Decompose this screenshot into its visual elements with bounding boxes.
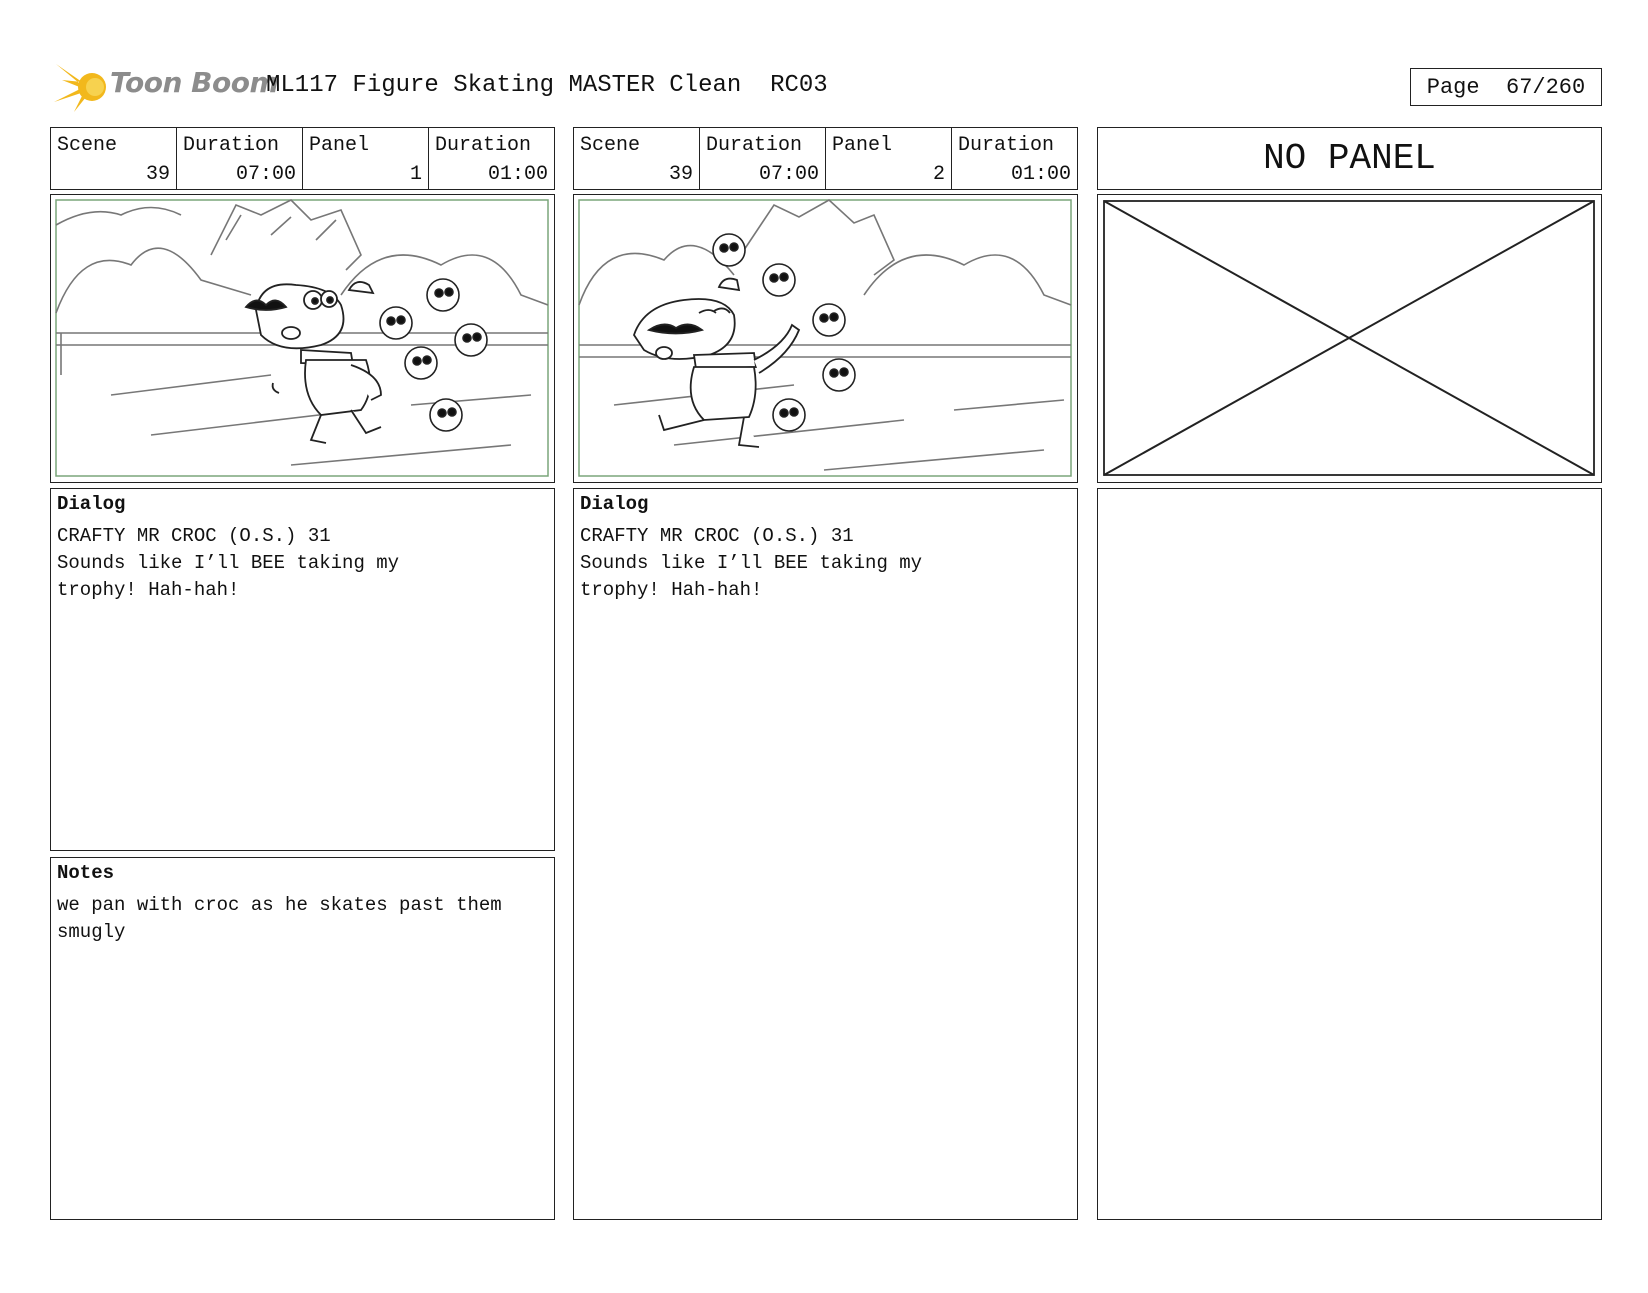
panel-duration-value: 01:00 xyxy=(1010,163,1071,186)
panel-1-info xyxy=(50,127,555,190)
scene-cell xyxy=(51,128,177,189)
page-number: Page 67/260 xyxy=(1410,68,1602,106)
panel-2-dialog xyxy=(573,488,1078,1220)
panel-cell xyxy=(826,128,952,189)
scene-label: Scene xyxy=(580,134,641,157)
panel-duration-cell xyxy=(429,128,554,189)
storyboard-sketch-croc-skating-pose-2 xyxy=(574,195,1076,481)
panel-2-drawing xyxy=(573,194,1078,483)
panel-2-info xyxy=(573,127,1078,190)
scene-duration-cell xyxy=(700,128,826,189)
panel-label: Panel xyxy=(309,134,370,157)
panel-duration-label: Duration xyxy=(435,134,532,157)
dialog-line: CRAFTY MR CROC (O.S.) 31 xyxy=(57,525,331,547)
panel-label: Panel xyxy=(832,134,893,157)
dialog-line: trophy! Hah-hah! xyxy=(57,579,240,601)
panel-value: 1 xyxy=(409,163,422,186)
empty-panel-text-area xyxy=(1097,488,1602,1220)
dialog-line: Sounds like I’ll BEE taking my xyxy=(57,552,400,574)
panel-1-notes xyxy=(50,857,555,1220)
scene-value: 39 xyxy=(668,163,693,186)
panel-1-drawing xyxy=(50,194,555,483)
crossed-box-icon xyxy=(1098,195,1600,481)
logo-text: Toon Boom xyxy=(110,66,279,99)
panel-1-dialog xyxy=(50,488,555,851)
scene-label: Scene xyxy=(57,134,118,157)
dialog-heading: Dialog xyxy=(57,493,126,515)
empty-panel-placeholder xyxy=(1097,194,1602,483)
panel-duration-label: Duration xyxy=(958,134,1055,157)
panel-duration-cell xyxy=(952,128,1077,189)
dialog-heading: Dialog xyxy=(580,493,649,515)
duration-value: 07:00 xyxy=(235,163,296,186)
storyboard-sketch-croc-skating xyxy=(51,195,553,481)
dialog-line: trophy! Hah-hah! xyxy=(580,579,763,601)
panel-cell xyxy=(303,128,429,189)
duration-label: Duration xyxy=(706,134,803,157)
document-title: ML117 Figure Skating MASTER Clean RC03 xyxy=(266,72,828,99)
dialog-line: CRAFTY MR CROC (O.S.) 31 xyxy=(580,525,854,547)
scene-cell xyxy=(574,128,700,189)
notes-line: smugly xyxy=(57,921,126,943)
panel-duration-value: 01:00 xyxy=(487,163,548,186)
scene-duration-cell xyxy=(177,128,303,189)
notes-heading: Notes xyxy=(57,862,115,884)
duration-value: 07:00 xyxy=(758,163,819,186)
toon-boom-logo xyxy=(52,58,279,116)
duration-label: Duration xyxy=(183,134,280,157)
notes-line: we pan with croc as he skates past them xyxy=(57,894,502,916)
panel-value: 2 xyxy=(932,163,945,186)
logo-burst-icon xyxy=(52,58,112,116)
dialog-line: Sounds like I’ll BEE taking my xyxy=(580,552,923,574)
no-panel-label: NO PANEL xyxy=(1097,127,1602,190)
scene-value: 39 xyxy=(145,163,170,186)
